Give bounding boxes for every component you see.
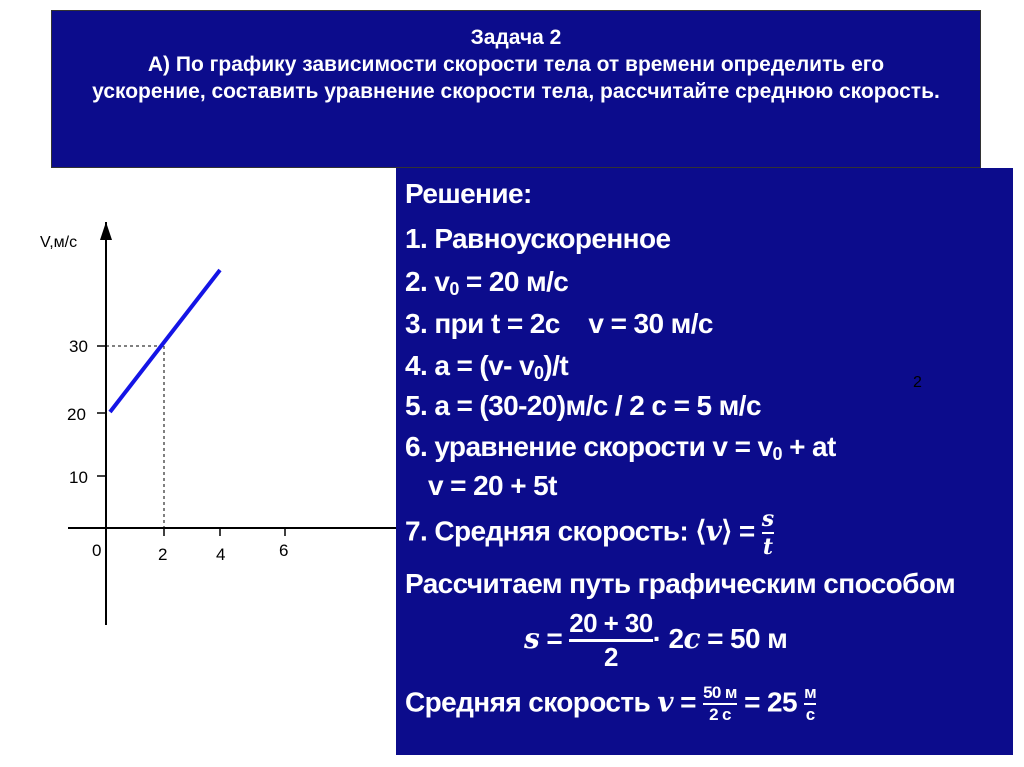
solution-heading: Решение: bbox=[405, 178, 532, 209]
y-tick-label-20: 20 bbox=[67, 405, 86, 424]
task-text: А) По графику зависимости скорости тела от времени определить его ускорение, составить уравнение скорости тела, рассчитайте среднюю скорость. bbox=[92, 53, 940, 103]
average-speed-result: Средняя скорость v = $\frac{50 м}{2 с}$ = 25 $\frac{м}{с}$ bbox=[405, 683, 817, 724]
velocity-equation: v = 20 + 5t bbox=[428, 470, 557, 501]
x-tick-label-6: 6 bbox=[279, 541, 289, 560]
velocity-line bbox=[110, 270, 220, 412]
solution-panel bbox=[396, 168, 1013, 755]
x-tick-label-4: 4 bbox=[216, 545, 226, 564]
graphical-method-heading: Рассчитаем путь графическим способом bbox=[405, 568, 956, 599]
y-tick-label-30: 30 bbox=[69, 337, 88, 356]
page-number: 2 bbox=[913, 374, 922, 391]
x-tick-label-0: 0 bbox=[92, 541, 102, 560]
solution-step-5: 5. a = (30-20)м/с / 2 с = 5 м/с bbox=[405, 390, 761, 421]
velocity-time-graph bbox=[0, 200, 400, 640]
y-tick-label-10: 10 bbox=[69, 468, 88, 487]
y-axis-arrow bbox=[100, 222, 112, 240]
solution-step-2: 2. $v_0 = 20$ м/с bbox=[405, 266, 569, 299]
path-formula: s = $\frac{20 + 30}{2}$ · 2c = 50 м bbox=[524, 608, 788, 672]
task-title: Задача 2 bbox=[470, 26, 562, 49]
solution-step-1: 1. Равноускоренное bbox=[405, 223, 671, 254]
x-tick-label-2: 2 bbox=[158, 545, 168, 564]
task-header bbox=[51, 10, 981, 168]
solution-step-4: 4. a = (v- $v_0)/t$ bbox=[405, 350, 569, 383]
solution-step-6: 6. уравнение скорости $v = v_0$ + at bbox=[405, 431, 836, 464]
y-axis-label: V,м/с bbox=[40, 234, 78, 251]
solution-step-3: 3. при t = 2с v = 30 м/с bbox=[405, 308, 713, 339]
solution-step-7: 7. Средняя скорость: ⟨v⟩ = $\frac{s}{t}$ bbox=[405, 506, 774, 560]
